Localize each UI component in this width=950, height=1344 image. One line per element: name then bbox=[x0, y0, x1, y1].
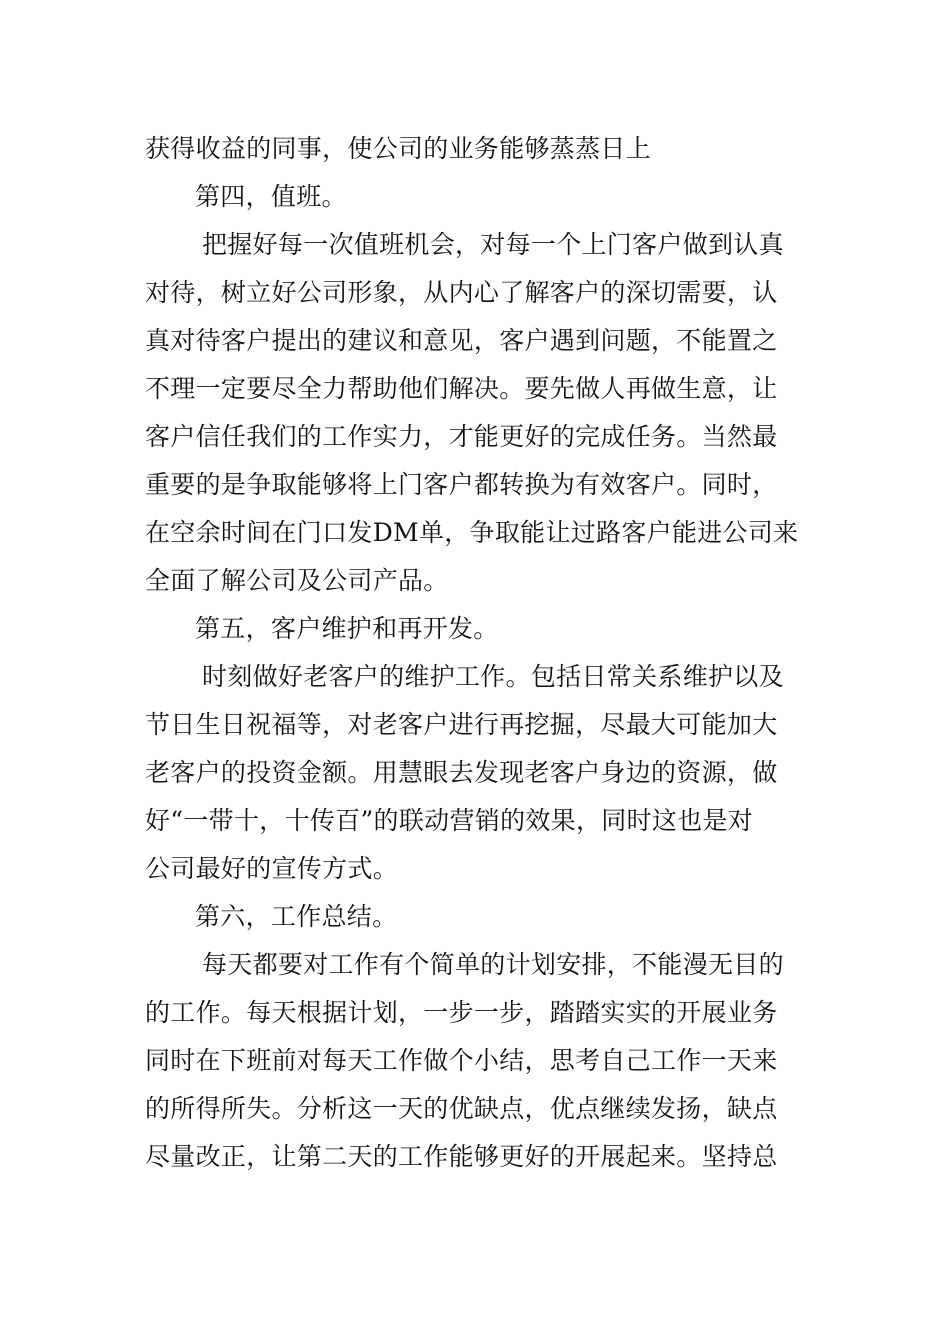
text-line: 把握好每一次值班机会，对每一个上门客户做到认真 bbox=[202, 230, 784, 259]
section-heading-4: 第四，值班。 bbox=[195, 182, 347, 211]
text-line: 每天都要对工作有个简单的计划安排，不能漫无目的 bbox=[202, 950, 784, 979]
text-line: 客户信任我们的工作实力，才能更好的完成任务。当然最 bbox=[145, 422, 778, 451]
text-line: 老客户的投资金额。用慧眼去发现老客户身边的资源，做 bbox=[145, 758, 778, 787]
text-line: 时刻做好老客户的维护工作。包括日常关系维护以及 bbox=[202, 662, 784, 691]
text-line: 对待，树立好公司形象，从内心了解客户的深切需要，认 bbox=[145, 278, 778, 307]
text-line: 获得收益的同事，使公司的业务能够蒸蒸日上 bbox=[145, 134, 652, 163]
text-line: 真对待客户提出的建议和意见，客户遇到问题，不能置之 bbox=[145, 326, 778, 355]
section-heading-6: 第六，工作总结。 bbox=[195, 902, 398, 931]
text-line: 好“一带十，十传百”的联动营销的效果，同时这也是对 bbox=[145, 806, 754, 835]
section-heading-5: 第五，客户维护和再开发。 bbox=[195, 614, 499, 643]
text-line: 的工作。每天根据计划，一步一步，踏踏实实的开展业务 bbox=[145, 998, 778, 1027]
text-line: 全面了解公司及公司产品。 bbox=[145, 566, 449, 595]
document-body bbox=[145, 125, 815, 1181]
text-line: 重要的是争取能够将上门客户都转换为有效客户。同时， bbox=[145, 470, 778, 499]
text-line: 尽量改正，让第二天的工作能够更好的开展起来。坚持总 bbox=[145, 1142, 778, 1171]
text-line: 同时在下班前对每天工作做个小结，思考自己工作一天来 bbox=[145, 1046, 778, 1075]
text-line: 在空余时间在门口发DM单，争取能让过路客户能进公司来 bbox=[145, 518, 799, 547]
text-line: 公司最好的宣传方式。 bbox=[145, 854, 399, 883]
text-line: 的所得所失。分析这一天的优缺点，优点继续发扬，缺点 bbox=[145, 1094, 778, 1123]
text-line: 不理一定要尽全力帮助他们解决。要先做人再做生意，让 bbox=[145, 374, 778, 403]
text-line: 节日生日祝福等，对老客户进行再挖掘，尽最大可能加大 bbox=[145, 710, 778, 739]
